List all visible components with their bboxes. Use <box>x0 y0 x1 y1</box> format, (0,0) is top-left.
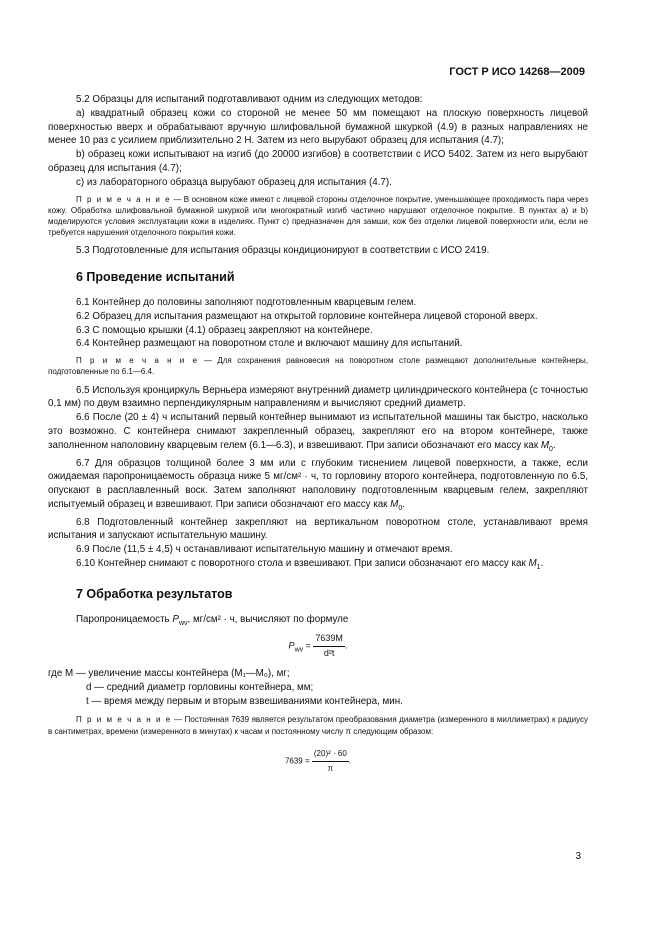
document-body <box>48 93 588 781</box>
note-3: П р и м е ч а н и е — Постоянная 7639 является результатом преобразования диаметра (измеренного в миллиметрах) к радиусу в сантиметрах, времени (измеренного в минутах) к часам и постоянному числу π следующим образом: <box>48 715 588 736</box>
definition-d: d — средний диаметр горловины контейнера, мм; <box>86 681 314 693</box>
paragraph-7-intro: Паропроницаемость $P_{wv}$, мг/см² · ч, вычисляют по формуле <box>76 613 349 627</box>
formula-fraction: $\frac{7639M}{\text{d²t}}$ <box>315 633 343 659</box>
document-header: ГОСТ Р ИСО 14268—2009 <box>449 66 585 78</box>
paragraph-6-2: 6.2 Образец для испытания размещают на открытой горловине контейнера лицевой стороной вверх. <box>76 310 538 322</box>
paragraph-6-9: 6.9 После (11,5 ± 4,5) ч останавливают испытательную машину и отмечают время. <box>76 544 453 556</box>
item-a: а) квадратный образец кожи со стороной не менее 50 мм помещают на плоскую поверхность лицевой поверхностью вверх и обрабатывают вручную шлифовальной бумажной шкуркой (4.9) в разных направлениях не менее 10 раз с усилием приблизительно 2 Н. Затем из него вырубают образец для испытания (4.7); <box>48 107 588 147</box>
item-b: b) образец кожи испытывают на изгиб (до 20000 изгибов) в соответствии с ИСО 5402. Затем из него вырубают образец для испытания (4.7); <box>48 149 588 174</box>
paragraph-6-8: 6.8 Подготовленный контейнер закрепляют на вертикальном поворотном столе, устанавливают время испытания и запускают испытательную машину. <box>48 516 588 542</box>
paragraph-5-2: 5.2 Образцы для испытаний подготавливают одним из следующих методов: <box>76 94 423 105</box>
formula-7639-fraction: $\frac{\text{(20)² · 60}}{\pi}$ <box>313 748 347 773</box>
paragraph-6-1: 6.1 Контейнер до половины заполняют подготовленным кварцевым гелем. <box>76 296 417 308</box>
definition-m: где M — увеличение массы контейнера (M₁—M₀), мг; <box>48 667 290 679</box>
page-number: 3 <box>575 851 581 862</box>
section-6-heading: 6 Проведение испытаний <box>76 270 235 285</box>
paragraph-6-6: 6.6 После (20 ± 4) ч испытаний первый контейнер вынимают из испытательной машины так быстро, насколько это возможно. С контейнера снимают закрепленный образец, закрепляют его на втором контейнере, также заполненном наполовину кварцевым гелем (6.1—6.3), и взвешивают. При записи обозначают его массу как $M_0$. <box>48 412 588 453</box>
paragraph-6-3: 6.3 С помощью крышки (4.1) образец закрепляют на контейнере. <box>76 324 373 336</box>
formula-pwv: $P_{wv}$ = $\frac{7639M}{\text{d²t}}$ . <box>48 632 588 661</box>
section-7-heading: 7 Обработка результатов <box>76 586 233 601</box>
definition-t: t — время между первым и вторым взвешиваниями контейнера, мин. <box>86 695 403 707</box>
paragraph-6-7: 6.7 Для образцов толщиной более 3 мм или с глубоким тиснением лицевой поверхности, а также, если ожидаемая паропроницаемость образца ниже 5 мг/см² · ч, то горловину второго контейнера, подготовленную по 6.5, опускают в расплавленный воск. Затем заполняют наполовину подготовленным кварцевым гелем, закрепляют испытуемый образец и взвешивают. При записи обозначают его массу как $M_0$. <box>48 457 588 512</box>
item-c: с) из лабораторного образца вырубают образец для испытания (4.7). <box>76 176 392 188</box>
variable-definitions <box>48 667 588 708</box>
paragraph-6-5: 6.5 Используя кронциркуль Верньера измеряют внутренний диаметр цилиндрического контейнера (с точностью 0,1 мм) по двум взаимно перпендикулярным направлениям и вычисляют средний диаметр. <box>48 384 588 410</box>
paragraph-5-3: 5.3 Подготовленные для испытания образцы кондиционируют в соответствии с ИСО 2419. <box>76 245 490 257</box>
formula-7639: 7639 = $\frac{\text{(20)² · 60}}{\pi}$ . <box>48 747 588 776</box>
note-2: П р и м е ч а н и е — Для сохранения равновесия на поворотном столе размещают дополнительные контейнеры, подготовленные по 6.1—6.4. <box>48 356 588 377</box>
note-1: П р и м е ч а н и е — В основном коже имеют с лицевой стороны отделочное покрытие, уменьшающее проходимость пара через кожу. Обработка шлифовальной бумажной шкуркой или многократный изгиб частично нарушают отделочное покрытие. В пунктах а) и b) моделируются условия эксплуатации кожи в изделиях. Пункт с) предназначен для замши, кож без отделки лицевой поверхности или, если не требуется нарушения отделочного покрытия кожи. <box>48 194 588 238</box>
paragraph-6-4: 6.4 Контейнер размещают на поворотном столе и включают машину для испытаний. <box>76 338 463 350</box>
paragraph-6-10: 6.10 Контейнер снимают с поворотного стола и взвешивают. При записи обозначают его массу как $M_1$. <box>76 558 544 571</box>
